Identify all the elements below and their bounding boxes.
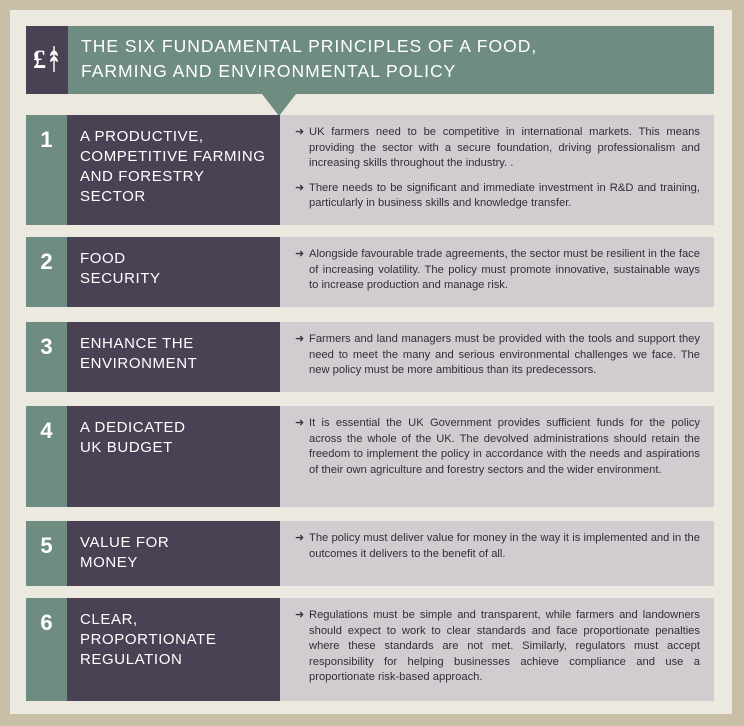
principle-number: 5 <box>26 521 67 586</box>
principle-number: 6 <box>26 598 67 701</box>
logo-box <box>26 26 68 94</box>
bullet: ➜ Farmers and land managers must be provided with the tools and support they need to meet the many and serious environmental challenges we face. The new policy must be more ambitious than its predecessors. <box>295 333 700 376</box>
arrow-icon: ➜ <box>295 181 305 194</box>
principle-heading: VALUE FOR MONEY <box>67 521 280 586</box>
principle-number: 2 <box>26 237 67 307</box>
page-title <box>81 34 701 84</box>
principle-number: 3 <box>26 322 67 392</box>
principle-number: 4 <box>26 406 67 507</box>
bullet: ➜ Regulations must be simple and transparent, while farmers and landowners should expect to work to clear standards and face proportionate penalties where these standards are not met. Similarly, regulators must accept responsibility for helping businesses achieve compliance and use a proportionate risk-based approach. <box>295 609 700 683</box>
arrow-icon: ➜ <box>295 417 305 429</box>
principle-heading: CLEAR, PROPORTIONATE REGULATION <box>67 598 280 701</box>
svg-text:£: £ <box>33 45 46 74</box>
bullet: ➜ UK farmers need to be competitive in international markets. This means providing the sector with a secure foundation, driving professionalism and increasing skills throughout the industry. . <box>295 126 700 169</box>
principle-row-3 <box>26 322 714 392</box>
title-line-2: FARMING AND ENVIRONMENTAL POLICY <box>81 61 457 81</box>
principle-heading: A PRODUCTIVE, COMPETITIVE FARMING AND FORESTRY SECTOR <box>67 115 280 225</box>
principle-row-1 <box>26 115 714 225</box>
principle-heading: FOOD SECURITY <box>67 237 280 307</box>
arrow-icon: ➜ <box>295 609 305 621</box>
title-line-1: THE SIX FUNDAMENTAL PRINCIPLES OF A FOOD, <box>81 36 538 56</box>
banner-pointer <box>262 94 296 116</box>
arrow-icon: ➜ <box>295 333 305 345</box>
bullet: ➜ There needs to be significant and immediate investment in R&D and training, particularly in business skills and knowledge transfer. <box>295 181 700 209</box>
principle-body <box>280 406 714 507</box>
principle-heading: A DEDICATED UK BUDGET <box>67 406 280 507</box>
arrow-icon: ➜ <box>295 532 305 544</box>
bullet: ➜ The policy must deliver value for money in the way it is implemented and in the outcomes it delivers to the benefit of all. <box>295 532 700 560</box>
principle-body <box>280 521 714 586</box>
principle-body <box>280 598 714 701</box>
principle-row-6 <box>26 598 714 701</box>
principle-body <box>280 237 714 307</box>
principle-number: 1 <box>26 115 67 225</box>
arrow-icon: ➜ <box>295 126 305 138</box>
principle-body <box>280 322 714 392</box>
principle-row-4 <box>26 406 714 507</box>
bullet: ➜ Alongside favourable trade agreements, the sector must be resilient in the face of increasing volatility. The policy must promote innovative, sustainable ways to increase production and manage risk. <box>295 248 700 291</box>
bullet: ➜ It is essential the UK Government provides sufficient funds for the policy across the whole of the UK. The devolved administrations should retain the freedom to implement the policy in accordance with the needs and aspirations of their own agriculture and forestry sectors and the wider environment. <box>295 417 700 476</box>
principle-row-5 <box>26 521 714 586</box>
arrow-icon: ➜ <box>295 248 305 260</box>
pound-wheat-icon <box>32 42 62 76</box>
principle-heading: ENHANCE THE ENVIRONMENT <box>67 322 280 392</box>
principle-row-2 <box>26 237 714 307</box>
principle-body <box>280 115 714 225</box>
